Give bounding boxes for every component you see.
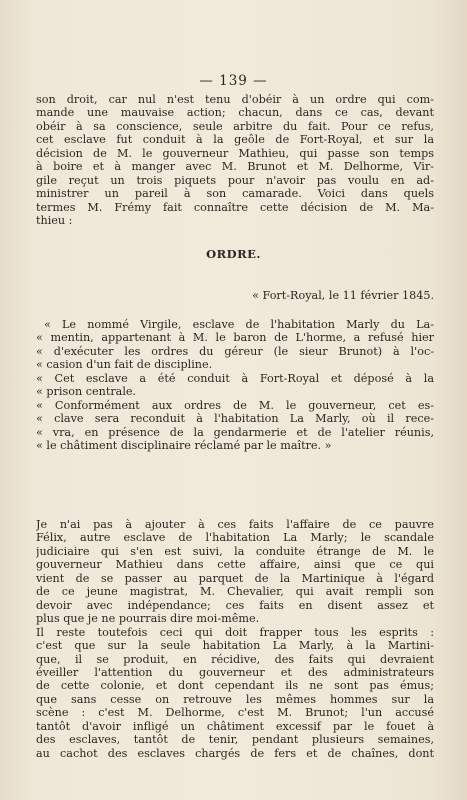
text-line: plus que je ne pourrais dire moi-même. [36,612,260,626]
text-line: Je n'ai pas à ajouter à ces faits l'affaire de ce pauvre [36,518,434,531]
text-line: mande une mauvaise action; chacun, dans ce cas, devant [36,106,434,120]
text-line: à boire et à manger avec M. Brunot et M. Delhorme, Vir- [36,160,434,174]
order-quote [36,318,434,453]
text-line: Il reste toutefois ceci qui doit frapper tous les esprits : [36,625,434,639]
quote-line: « prison centrale. [36,385,137,399]
text-line: scène : c'est M. Delhorme, c'est M. Brunot; l'un accusé [36,706,434,720]
page-number: — 139 — [199,73,268,89]
text-line: tantôt d'avoir infligé un châtiment excessif par le fouet à [36,719,434,733]
text-line: thieu : [36,214,73,228]
quote-line: « clave sera reconduit à l'habitation La Marly, où il rece- [36,412,434,426]
order-heading: ORDRE. [206,247,261,261]
text-line: décision de M. le gouverneur Mathieu, qui passe son temps [36,146,434,160]
quote-line: « Conformément aux ordres de M. le gouverneur, cet es- [36,398,434,412]
text-line: gouverneur Mathieu dans cette affaire, ainsi que ce qui [36,558,434,572]
text-line: ministrer un pareil à son camarade. Voici dans quels [36,187,434,201]
order-dateline: « Fort-Royal, le 11 février 1845. [252,289,434,302]
quote-line: « vra, en présence de la gendarmerie et de l'atelier réunis, [36,425,434,439]
text-line: cet esclave fut conduit à la geôle de Fort-Royal, et sur la [36,133,434,147]
text-line: Félix, autre esclave de l'habitation La Marly; le scandale [36,531,434,545]
text-line: que, il se produit, en récidive, des faits qui devraient [36,652,434,666]
text-line: devoir avec indépendance; ces faits en disent assez et [36,598,434,612]
quote-line: « casion d'un fait de discipline. [36,358,213,372]
paragraph-felix [36,518,434,760]
text-line: des esclaves, tantôt de tenir, pendant plusieurs semaines, [36,733,434,747]
paragraph-intro [36,93,434,228]
quote-line: « mentin, appartenant à M. le baron de L'horme, a refusé hier [36,331,434,345]
text-line: obéir à sa conscience, seule arbitre du fait. Pour ce refus, [36,119,434,133]
text-line: éveiller l'attention du gouverneur et des administrateurs [36,665,434,679]
quote-line: « Cet esclave a été conduit à Fort-Royal et déposé à la [36,371,434,385]
text-line: que sans cesse on retrouve les mêmes hommes sur la [36,692,434,706]
text-line: judiciaire qui s'en est suivi, la conduite étrange de M. le [36,544,434,558]
text-line: vient de se passer au parquet de la Martinique à l'égard [36,571,434,585]
quote-line: « le châtiment disciplinaire réclamé par le maître. » [36,439,332,453]
text-line: gile reçut un trois piquets pour n'avoir pas voulu en ad- [36,173,434,187]
quote-line: « d'exécuter les ordres du géreur (le sieur Brunot) à l'oc- [36,344,434,358]
text-line: de ce jeune magistrat, M. Chevalier, qui avait rempli son [36,585,434,599]
text-line: termes M. Frémy fait connaître cette décision de M. Ma- [36,200,434,214]
text-line: son droit, car nul n'est tenu d'obéir à un ordre qui com- [36,93,434,106]
text-line: au cachot des esclaves chargés de fers et de chaînes, dont [36,746,434,760]
text-line: c'est que sur la seule habitation La Marly, à la Martini- [36,639,434,653]
quote-line: « Le nommé Virgile, esclave de l'habitation Marly du La- [44,318,434,331]
text-line: de cette colonie, et dont cependant ils ne sont pas émus; [36,679,434,693]
